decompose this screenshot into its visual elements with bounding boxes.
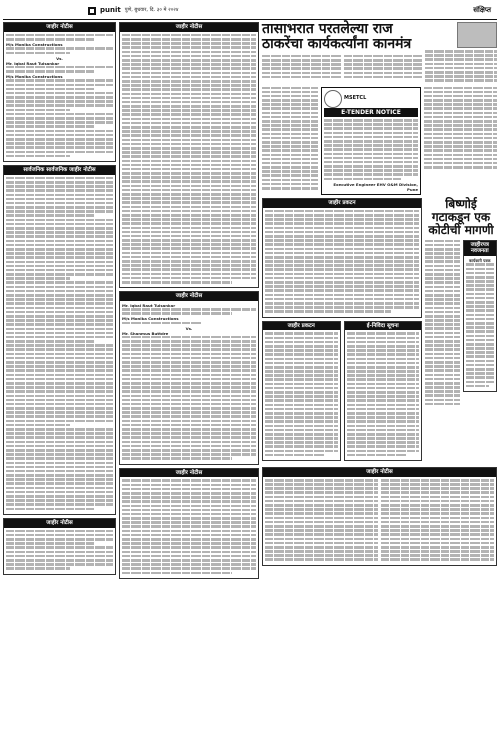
logo-text: punit: [100, 6, 121, 15]
party-1: M/s Monika Constructions: [6, 42, 63, 48]
notice-box-4: [119, 22, 259, 288]
column-3: [262, 22, 497, 569]
right-box-title: जाहीरपत्र नवजनता: [464, 241, 497, 257]
notice-title: जाहीर प्रकटन: [263, 199, 421, 208]
party-1: Mr. Iqbal Raut Tulsankar: [122, 303, 176, 308]
dateline: पुणे, बुधवार, दि. ३० मे २०२४: [124, 7, 179, 14]
e-tender-notice: [321, 87, 421, 195]
tender-title: E-TENDER NOTICE: [324, 108, 418, 118]
notice-title: जाहीर नोटीस: [120, 469, 258, 478]
party-3: Mr. Shanmus Buttdre: [122, 330, 169, 336]
notice-box-5: [119, 291, 259, 464]
column-1: [3, 22, 116, 578]
column-2: [119, 22, 259, 582]
tender-signatory: Executive Engineer EHV O&M Division, Pune: [333, 181, 418, 192]
notice-box-bottom: [262, 467, 497, 566]
story2-headline: बिष्णोई गटाकडून एक कोटीची मागणी: [428, 196, 494, 238]
notice-box-3: [3, 518, 116, 575]
notice-title: जाहीर प्रकटन: [263, 322, 340, 331]
notice-box-7: [262, 198, 422, 318]
notice-title: जाहीर नोटीस: [263, 468, 496, 477]
lead-photo: [457, 22, 497, 48]
org-name: MSETCL: [344, 95, 367, 102]
page-header: [3, 2, 497, 20]
notice-box-6: [119, 468, 259, 579]
notice-box-8: [262, 321, 341, 462]
etender-title: ई-निविदा सूचना: [345, 322, 422, 331]
section-name: संक्षिप्त: [473, 6, 491, 15]
lead-headline: तासाभरात परतलेल्या राज ठाकरेंचा कार्यकर्त्यांना कानमंत्र: [262, 21, 412, 53]
notice-title: जाहीर नोटीस: [120, 23, 258, 32]
notice-box-2: [3, 165, 116, 515]
notice-title: जाहीर नोटीस: [4, 519, 115, 528]
middle-row: [262, 87, 497, 195]
notice-title: जाहीर नोटीस: [4, 23, 115, 32]
notice-title: सार्वजनिक सार्वजनिक जाहीर नोटीस: [4, 166, 115, 175]
party-2: M/s Monika Constructions: [122, 316, 179, 322]
party-3: M/s Monika Constructions: [6, 74, 63, 80]
lead-story: [262, 22, 497, 84]
msetcl-logo-icon: [324, 90, 342, 108]
notice-title: जाहीर नोटीस: [120, 292, 258, 301]
notice-box-1: [3, 22, 116, 162]
right-notice-box: [463, 240, 498, 392]
lower-row: [262, 198, 497, 464]
etender-box: [344, 321, 423, 462]
party-2: Mr. Iqbal Raut Tulsankar: [6, 60, 60, 66]
versus: Vs.: [185, 325, 193, 331]
versus: Vs.: [56, 55, 63, 61]
right-box-sub: कार्यकारी पत्रक: [468, 258, 491, 264]
